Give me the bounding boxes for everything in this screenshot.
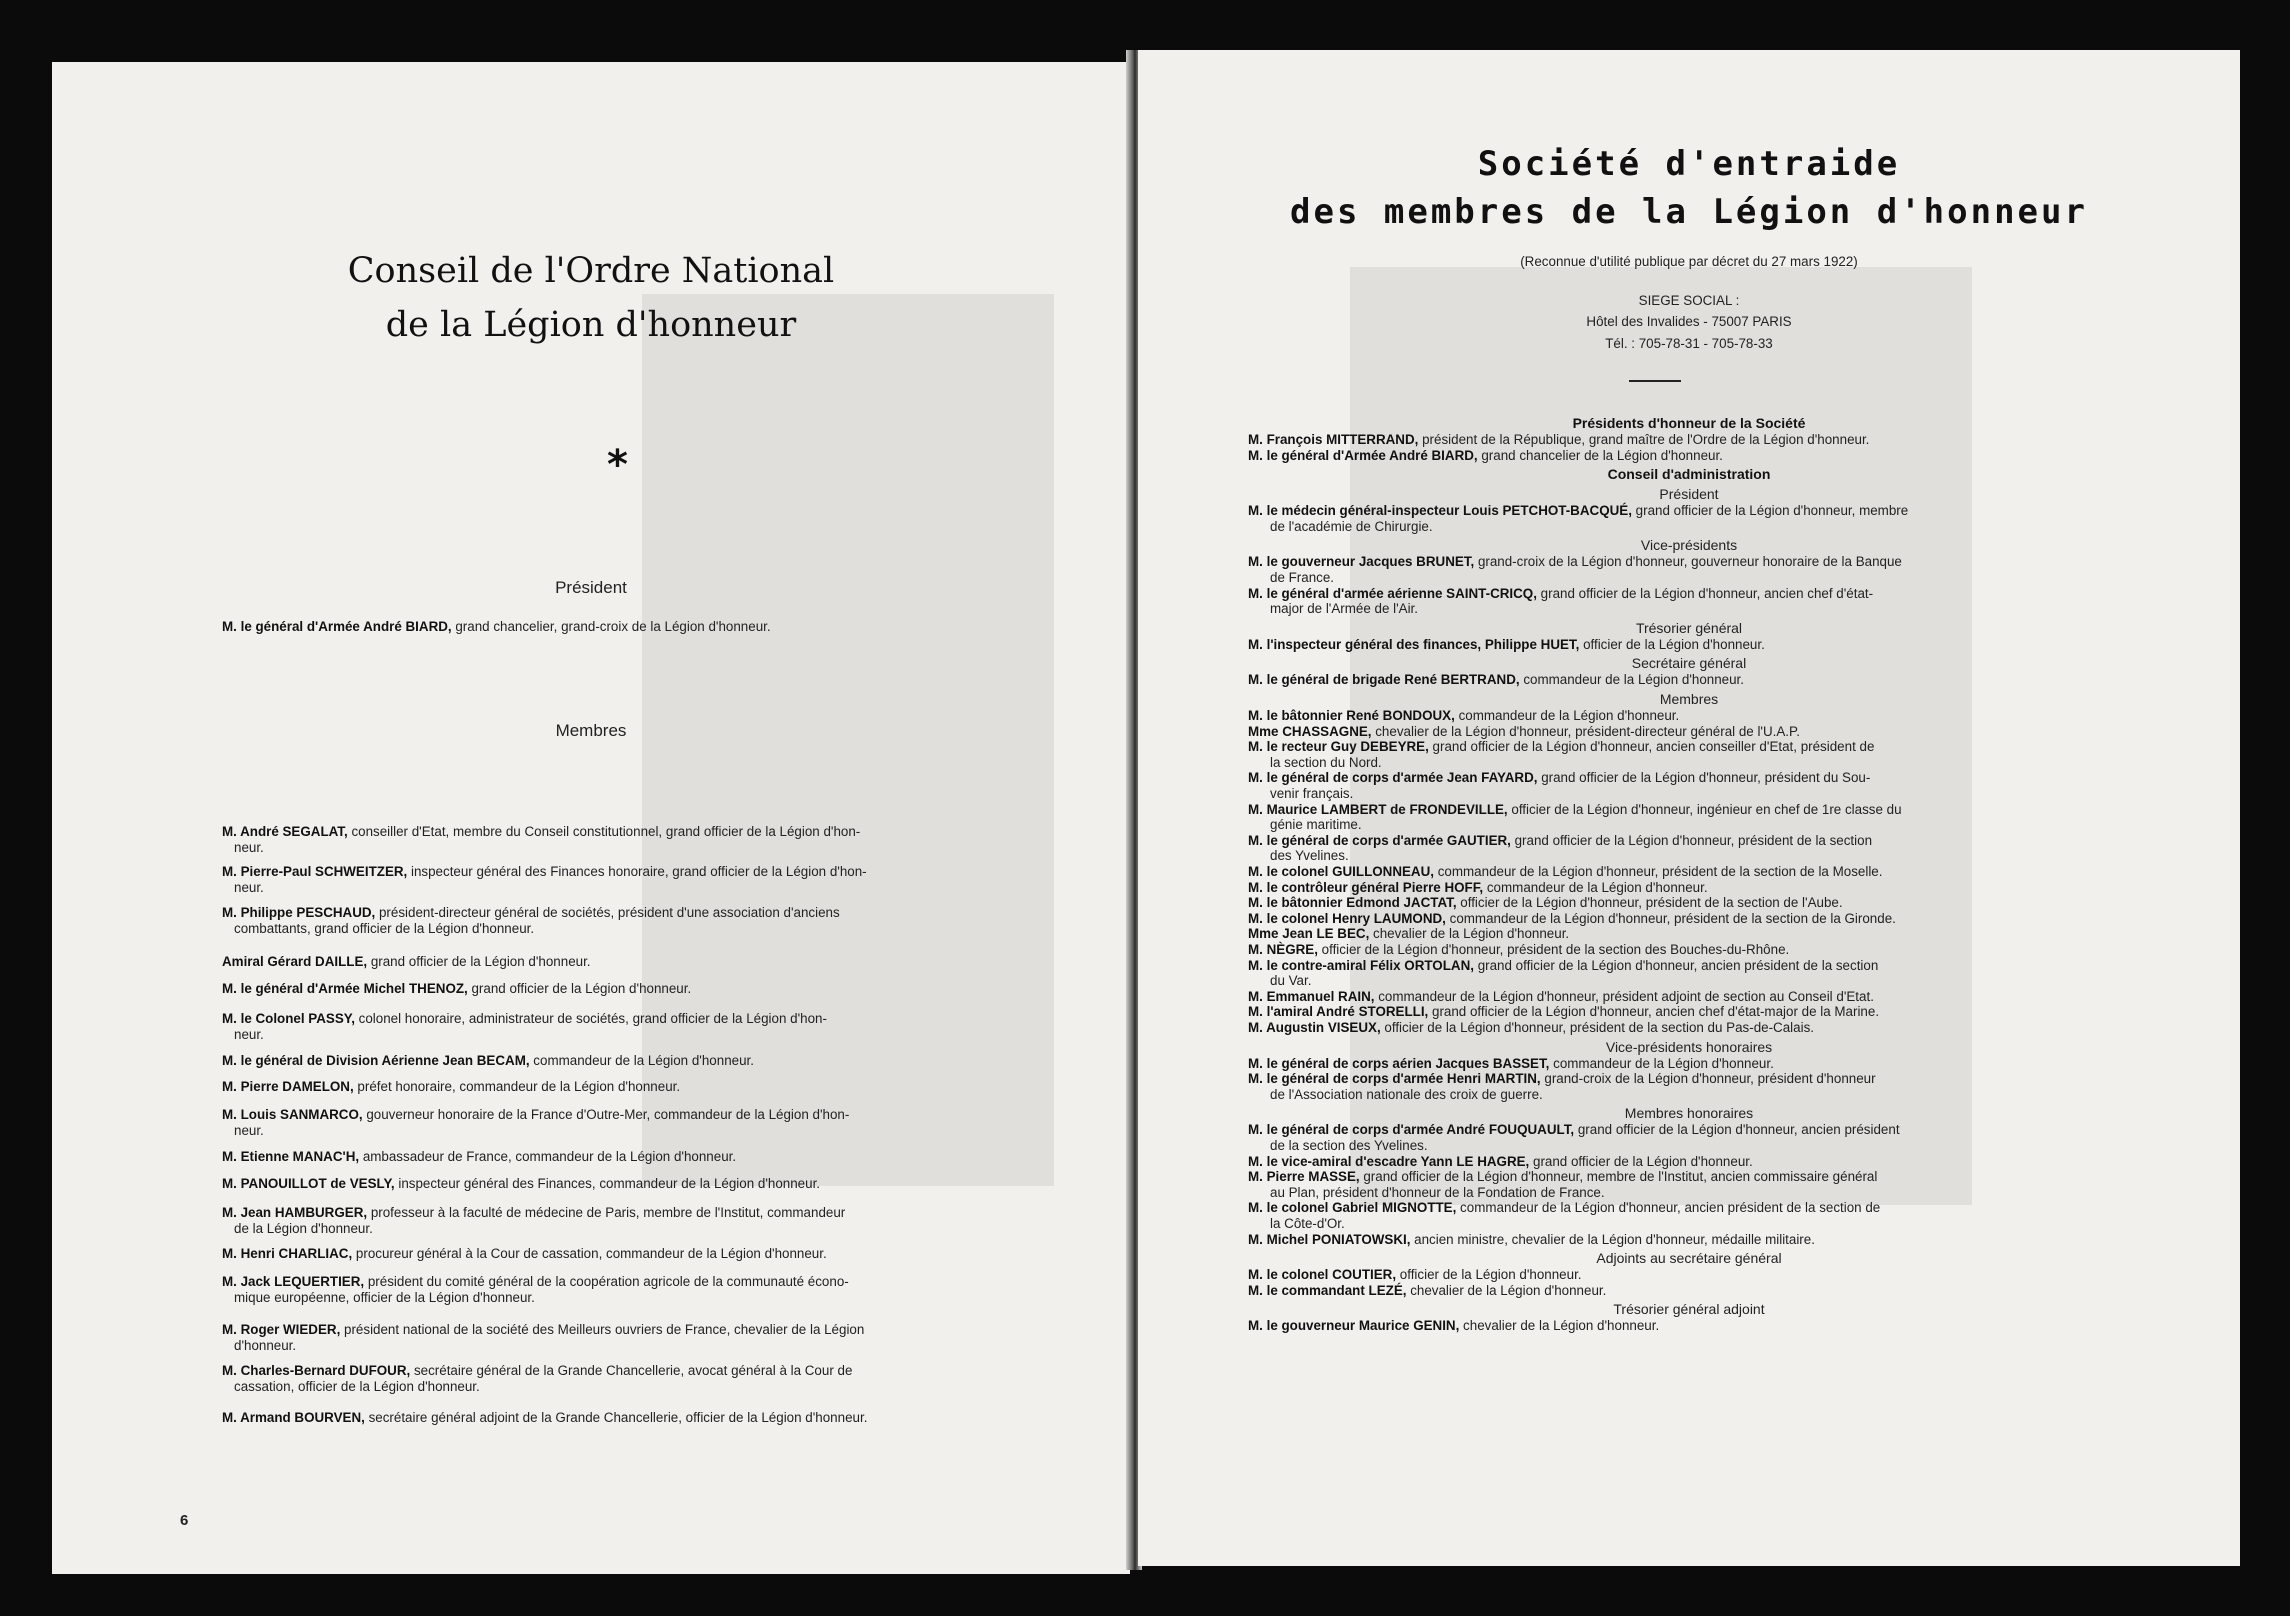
- members-heading: Membres: [555, 721, 627, 740]
- entry-details: grand officier de la Légion d'honneur, président du Sou-: [1537, 770, 1871, 786]
- entry-name: M. François MITTERRAND,: [1248, 432, 1419, 447]
- entry-name: M. le bâtonnier Edmond JACTAT,: [1248, 895, 1457, 911]
- member-name: M. Roger WIEDER,: [222, 1322, 341, 1337]
- entry-details: grand-croix de la Légion d'honneur, président d'honneur: [1540, 1071, 1876, 1087]
- society-entry: [1248, 1318, 2198, 1334]
- entry-name: M. Michel PONIATOWSKI,: [1248, 1231, 1411, 1247]
- society-entry: [1248, 864, 2198, 880]
- member-name: M. Armand BOURVEN,: [222, 1410, 365, 1425]
- entry-details: grand officier de la Légion d'honneur, ancien chef d'état-major de la Marine.: [1428, 1004, 1880, 1020]
- member-name: M. Henri CHARLIAC,: [222, 1246, 353, 1261]
- member-details: grand officier de la Légion d'honneur.: [367, 954, 591, 969]
- member-details: président national de la société des Meilleurs ouvriers de France, chevalier de la Légion: [340, 1322, 865, 1337]
- entry-details-continued: de l'académie de Chirurgie.: [1270, 518, 1433, 534]
- society-entry: [1248, 911, 2198, 927]
- entry-name: M. le colonel Gabriel MIGNOTTE,: [1248, 1200, 1457, 1216]
- entry-details: officier de la Légion d'honneur, président de la section de l'Aube.: [1456, 895, 1843, 911]
- entry-details-continued: major de l'Armée de l'Air.: [1270, 601, 1419, 617]
- president-details: grand chancelier, grand-croix de la Légion d'honneur.: [451, 619, 771, 634]
- entry-details: commandeur de la Légion d'honneur.: [1454, 708, 1680, 723]
- society-entry: [1248, 724, 2198, 740]
- entry-name: M. le médecin général-inspecteur Louis PETCHOT-BACQUÉ,: [1248, 503, 1632, 519]
- society-entry: [1248, 448, 2198, 464]
- divider-rule: [1629, 380, 1681, 382]
- entry-name: M. le bâtonnier René BONDOUX,: [1248, 708, 1455, 723]
- entry-details-continued: la Côte-d'Or.: [1270, 1215, 1345, 1231]
- member-name: M. Jack LEQUERTIER,: [222, 1274, 365, 1289]
- entry-details-continued: la section du Nord.: [1270, 754, 1382, 770]
- entry-details: officier de la Légion d'honneur, président de la section du Pas-de-Calais.: [1380, 1020, 1814, 1035]
- entry-name: M. le colonel Henry LAUMOND,: [1248, 910, 1446, 926]
- member-entry: [222, 954, 1092, 970]
- entry-name: M. le colonel GUILLONNEAU,: [1248, 864, 1434, 879]
- member-details-continued: neur.: [234, 840, 264, 855]
- society-entry: [1248, 1283, 2198, 1299]
- member-entry: [222, 1322, 1092, 1354]
- entry-details-continued: génie maritime.: [1270, 817, 1362, 833]
- entry-details: commandeur de la Légion d'honneur, président de la section de la Moselle.: [1434, 864, 1883, 879]
- entry-details: chevalier de la Légion d'honneur, président-directeur général de l'U.A.P.: [1371, 723, 1800, 739]
- member-details-continued: neur.: [234, 1123, 264, 1138]
- entry-name: M. le général de corps d'armée André FOUQUAULT,: [1248, 1122, 1575, 1138]
- member-details: grand officier de la Légion d'honneur.: [467, 981, 692, 996]
- society-entry: [1248, 637, 2198, 653]
- member-entry: [222, 824, 1092, 856]
- member-details: secrétaire général de la Grande Chancellerie, avocat général à la Cour de: [410, 1363, 853, 1378]
- member-details-continued: neur.: [234, 1027, 264, 1042]
- member-details-continued: de la Légion d'honneur.: [234, 1221, 373, 1236]
- entry-name: M. Maurice LAMBERT de FRONDEVILLE,: [1248, 801, 1508, 817]
- society-entry: [1248, 708, 2198, 724]
- section-heading: Membres honoraires: [1624, 1105, 1754, 1122]
- entry-details: commandeur de la Légion d'honneur.: [1483, 879, 1708, 895]
- entry-details: chevalier de la Légion d'honneur.: [1369, 926, 1570, 942]
- society-entry: [1248, 942, 2198, 958]
- entry-details: commandeur de la Légion d'honneur, ancien président de la section de: [1456, 1200, 1881, 1216]
- section-heading: Trésorier général: [1635, 619, 1743, 636]
- member-details: professeur à la faculté de médecine de Paris, membre de l'Institut, commandeur: [367, 1205, 846, 1220]
- society-entry: [1248, 1004, 2198, 1020]
- asterisk-ornament: *: [607, 442, 628, 488]
- society-entry: [1248, 1056, 2198, 1072]
- member-entry: [222, 1107, 1092, 1139]
- entry-name: M. le général de corps aérien Jacques BASSET,: [1248, 1055, 1550, 1071]
- member-entry: [222, 981, 1092, 997]
- society-entry: [1248, 432, 2198, 448]
- entry-name: M. l'inspecteur général des finances, Philippe HUET,: [1248, 636, 1580, 652]
- president-entry: [222, 619, 1092, 635]
- entry-name: M. le contrôleur général Pierre HOFF,: [1248, 879, 1484, 895]
- member-details: gouverneur honoraire de la France d'Outre-Mer, commandeur de la Légion d'hon-: [362, 1107, 850, 1122]
- member-entry: [222, 1205, 1092, 1237]
- member-name: M. Philippe PESCHAUD,: [222, 905, 376, 920]
- entry-details: commandeur de la Légion d'honneur, président adjoint de section au Conseil d'Etat.: [1374, 988, 1874, 1004]
- entry-details: officier de la Légion d'honneur, président de la section des Bouches-du-Rhône.: [1317, 942, 1790, 957]
- entry-details: grand chancelier de la Légion d'honneur.: [1477, 447, 1723, 463]
- member-details-continued: mique européenne, officier de la Légion d'honneur.: [234, 1290, 535, 1305]
- entry-details-continued: au Plan, président d'honneur de la Fondation de France.: [1270, 1184, 1605, 1200]
- section-heading: Secrétaire général: [1631, 655, 1747, 672]
- entry-details: grand officier de la Légion d'honneur, membre: [1631, 503, 1909, 519]
- entry-name: M. le général de corps d'armée Jean FAYARD,: [1248, 770, 1538, 786]
- society-entry: [1248, 989, 2198, 1005]
- society-entry: [1248, 895, 2198, 911]
- entry-name: M. le gouverneur Jacques BRUNET,: [1248, 554, 1475, 570]
- entry-details-continued: venir français.: [1270, 785, 1354, 801]
- member-entry: [222, 1176, 1092, 1192]
- society-entry: [1248, 503, 2198, 534]
- society-entry: [1248, 1020, 2198, 1036]
- society-entry: [1248, 770, 2198, 801]
- member-entry: [222, 1011, 1092, 1043]
- society-entry: [1248, 1071, 2198, 1102]
- entry-name: M. Pierre MASSE,: [1248, 1169, 1360, 1185]
- member-details: ambassadeur de France, commandeur de la Légion d'honneur.: [359, 1149, 737, 1164]
- society-entry: [1248, 958, 2198, 989]
- society-entry: [1248, 1154, 2198, 1170]
- member-name: M. le Colonel PASSY,: [222, 1011, 355, 1026]
- entry-name: M. le gouverneur Maurice GENIN,: [1248, 1318, 1460, 1334]
- entry-details-continued: de l'Association nationale des croix de guerre.: [1270, 1086, 1543, 1102]
- section-heading: Membres: [1659, 691, 1719, 707]
- member-details: commandeur de la Légion d'honneur.: [529, 1053, 754, 1068]
- member-name: M. Charles-Bernard DUFOUR,: [222, 1363, 411, 1378]
- page-number: 6: [180, 1512, 189, 1529]
- recognition-note: (Reconnue d'utilité publique par décret du 27 mars 1922): [1520, 254, 1858, 269]
- siege-label: SIEGE SOCIAL :: [1638, 293, 1740, 308]
- entry-name: M. le général de brigade René BERTRAND,: [1248, 672, 1520, 688]
- entry-name: M. le général de corps d'armée Henri MARTIN,: [1248, 1071, 1541, 1087]
- entry-name: M. le vice-amiral d'escadre Yann LE HAGRE,: [1248, 1153, 1530, 1169]
- entry-details-continued: du Var.: [1270, 973, 1312, 989]
- entry-details-continued: de la section des Yvelines.: [1270, 1137, 1428, 1153]
- section-heading: Président: [1659, 486, 1719, 503]
- entry-name: M. le général d'Armée André BIARD,: [1248, 447, 1478, 463]
- member-details-continued: combattants, grand officier de la Légion d'honneur.: [234, 921, 535, 936]
- entry-details: commandeur de la Légion d'honneur.: [1519, 672, 1744, 688]
- entry-details: ancien ministre, chevalier de la Légion d'honneur, médaille militaire.: [1410, 1231, 1815, 1247]
- entry-details: grand officier de la Légion d'honneur, ancien président: [1574, 1122, 1900, 1138]
- member-entry: [222, 1079, 1092, 1095]
- entry-details: commandeur de la Légion d'honneur, président de la section de la Gironde.: [1445, 910, 1896, 926]
- member-details: inspecteur général des Finances, commandeur de la Légion d'honneur.: [394, 1176, 821, 1191]
- left-page: [52, 62, 1130, 1574]
- member-entry: [222, 1246, 1092, 1262]
- member-details-continued: neur.: [234, 880, 264, 895]
- member-details: secrétaire général adjoint de la Grande Chancellerie, officier de la Légion d'honneur.: [364, 1410, 868, 1425]
- entry-name: M. le colonel COUTIER,: [1248, 1267, 1397, 1283]
- entry-name: M. le contre-amiral Félix ORTOLAN,: [1248, 957, 1474, 973]
- member-name: M. Pierre-Paul SCHWEITZER,: [222, 864, 408, 879]
- entry-details: officier de la Légion d'honneur.: [1579, 636, 1765, 652]
- entry-details: président de la République, grand maître de l'Ordre de la Légion d'honneur.: [1418, 432, 1870, 447]
- society-entry: [1248, 1169, 2198, 1200]
- member-details: conseiller d'Etat, membre du Conseil constitutionnel, grand officier de la Légion d'hon-: [347, 824, 861, 839]
- siege-phone: Tél. : 705-78-31 - 705-78-33: [1605, 336, 1773, 351]
- section-heading: Conseil d'administration: [1607, 466, 1771, 483]
- member-details: colonel honoraire, administrateur de sociétés, grand officier de la Légion d'hon-: [354, 1011, 827, 1026]
- member-entry: [222, 864, 1092, 896]
- society-entry: [1248, 1200, 2198, 1231]
- entry-details-continued: des Yvelines.: [1270, 848, 1349, 864]
- entry-details: chevalier de la Légion d'honneur.: [1406, 1282, 1607, 1298]
- society-entry: [1248, 926, 2198, 942]
- member-name: M. Louis SANMARCO,: [222, 1107, 363, 1122]
- entry-details: grand officier de la Légion d'honneur, membre de l'Institut, ancien commissaire général: [1359, 1169, 1878, 1185]
- entry-details: chevalier de la Légion d'honneur.: [1459, 1318, 1660, 1334]
- president-name: M. le général d'Armée André BIARD,: [222, 619, 452, 634]
- entry-name: M. l'amiral André STORELLI,: [1248, 1004, 1429, 1020]
- entry-details: commandeur de la Légion d'honneur.: [1549, 1055, 1774, 1071]
- entry-name: M. le commandant LEZÉ,: [1248, 1282, 1407, 1298]
- entry-details: grand officier de la Légion d'honneur.: [1529, 1153, 1753, 1169]
- entry-details-continued: de France.: [1270, 569, 1335, 585]
- society-entry: [1248, 586, 2198, 617]
- member-details: inspecteur général des Finances honoraire, grand officier de la Légion d'hon-: [407, 864, 867, 879]
- member-entry: [222, 1274, 1092, 1306]
- member-details: président du comité général de la coopération agricole de la communauté écono-: [364, 1274, 849, 1289]
- right-page-title: [1138, 140, 2240, 236]
- member-entry: [222, 905, 1092, 937]
- right-page: [1138, 50, 2240, 1566]
- member-name: M. le général de Division Aérienne Jean BECAM,: [222, 1053, 530, 1068]
- member-entry: [222, 1410, 1092, 1426]
- society-entry: [1248, 1267, 2198, 1283]
- member-name: M. André SEGALAT,: [222, 824, 348, 839]
- entry-name: M. le général d'armée aérienne SAINT-CRICQ,: [1248, 585, 1537, 601]
- member-name: M. Etienne MANAC'H,: [222, 1149, 360, 1164]
- society-entry: [1248, 672, 2198, 688]
- entry-details: officier de la Légion d'honneur.: [1396, 1267, 1582, 1283]
- member-name: M. Pierre DAMELON,: [222, 1079, 354, 1094]
- entry-name: M. le recteur Guy DEBEYRE,: [1248, 739, 1429, 755]
- siege-address: Hôtel des Invalides - 75007 PARIS: [1586, 314, 1792, 329]
- society-entry: [1248, 880, 2198, 896]
- entry-name: M. le général de corps d'armée GAUTIER,: [1248, 832, 1511, 848]
- entry-details: officier de la Légion d'honneur, ingénieur en chef de 1re classe du: [1507, 801, 1902, 817]
- section-heading: Adjoints au secrétaire général: [1596, 1250, 1782, 1267]
- left-page-title: [52, 244, 1130, 352]
- entry-details: grand officier de la Légion d'honneur, ancien conseiller d'Etat, président de: [1428, 739, 1875, 755]
- member-entry: [222, 1053, 1092, 1069]
- member-name: M. Jean HAMBURGER,: [222, 1205, 368, 1220]
- society-entry: [1248, 833, 2198, 864]
- entry-name: Mme CHASSAGNE,: [1248, 723, 1372, 739]
- member-entry: [222, 1363, 1092, 1395]
- section-heading: Présidents d'honneur de la Société: [1572, 415, 1806, 431]
- society-entry: [1248, 802, 2198, 833]
- society-entry: [1248, 739, 2198, 770]
- entry-name: M. Augustin VISEUX,: [1248, 1020, 1381, 1035]
- president-heading: Président: [555, 578, 627, 597]
- entry-details: grand officier de la Légion d'honneur, ancien président de la section: [1473, 957, 1879, 973]
- entry-name: M. Emmanuel RAIN,: [1248, 988, 1375, 1004]
- member-entry: [222, 1149, 1092, 1165]
- entry-details: grand officier de la Légion d'honneur, président de la section: [1510, 832, 1873, 848]
- member-details-continued: cassation, officier de la Légion d'honneur.: [234, 1379, 480, 1394]
- member-details-continued: d'honneur.: [234, 1338, 297, 1353]
- right-title-line-1: Société d'entraide: [1477, 144, 1901, 184]
- member-name: M. PANOUILLOT de VESLY,: [222, 1176, 395, 1191]
- section-heading: Vice-présidents honoraires: [1605, 1038, 1773, 1055]
- right-title-line-2: des membres de la Légion d'honneur: [1290, 192, 2088, 232]
- section-heading: Trésorier général adjoint: [1613, 1301, 1765, 1318]
- member-details: préfet honoraire, commandeur de la Légion d'honneur.: [353, 1079, 681, 1094]
- society-entry: [1248, 1122, 2198, 1153]
- member-name: Amiral Gérard DAILLE,: [222, 954, 368, 969]
- member-details: président-directeur général de sociétés, président d'une association d'anciens: [375, 905, 840, 920]
- entry-details: grand-croix de la Légion d'honneur, gouverneur honoraire de la Banque: [1474, 554, 1902, 570]
- society-entry: [1248, 1232, 2198, 1248]
- member-details: procureur général à la Cour de cassation, commandeur de la Légion d'honneur.: [352, 1246, 827, 1261]
- section-heading: Vice-présidents: [1640, 537, 1738, 554]
- member-name: M. le général d'Armée Michel THENOZ,: [222, 981, 468, 996]
- left-title-line-1: Conseil de l'Ordre National: [347, 251, 835, 291]
- entry-name: Mme Jean LE BEC,: [1248, 926, 1370, 942]
- left-title-line-2: de la Légion d'honneur: [385, 305, 797, 345]
- entry-details: grand officier de la Légion d'honneur, ancien chef d'état-: [1536, 585, 1874, 601]
- entry-name: M. NÈGRE,: [1248, 942, 1318, 957]
- society-entry: [1248, 554, 2198, 585]
